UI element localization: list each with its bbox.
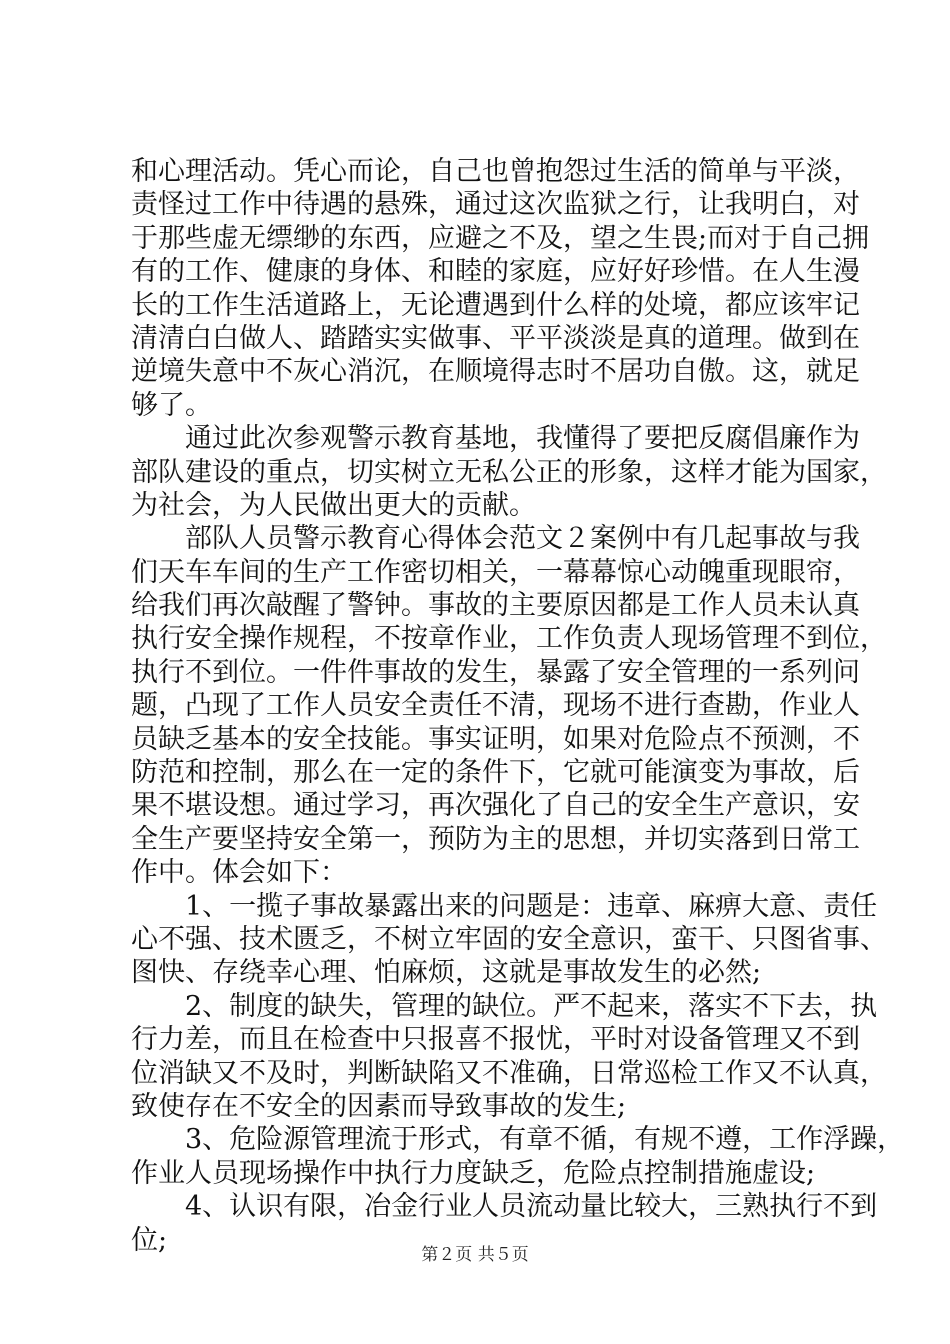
text-line: 通过此次参观警示教育基地，我懂得了要把反腐倡廉作为 — [131, 423, 860, 455]
text-line: 逆境失意中不灰心消沉，在顺境得志时不居功自傲。这，就足 — [131, 356, 860, 388]
text-line: 图快、存绕幸心理、怕麻烦，这就是事故发生的必然; — [131, 957, 762, 989]
text-line: 致使存在不安全的因素而导致事故的发生; — [131, 1090, 627, 1122]
text-line: 果不堪设想。通过学习，再次强化了自己的安全生产意识，安 — [131, 790, 860, 822]
text-line: 执行安全操作规程，不按章作业，工作负责人现场管理不到位， — [131, 623, 887, 655]
text-line: 位消缺又不及时，判断缺陷又不准确，日常巡检工作又不认真， — [131, 1057, 887, 1089]
text-line: 行力差，而且在检查中只报喜不报忧，平时对设备管理又不到 — [131, 1024, 860, 1056]
text-line: 员缺乏基本的安全技能。事实证明，如果对危险点不预测，不 — [131, 723, 860, 755]
text-line: 作中。体会如下： — [131, 857, 347, 889]
text-line: 心不强、技术匮乏，不树立牢固的安全意识，蛮干、只图省事、 — [131, 923, 887, 955]
text-line: 有的工作、健康的身体、和睦的家庭，应好好珍惜。在人生漫 — [131, 256, 860, 288]
text-line: 1、一揽子事故暴露出来的问题是：违章、麻痹大意、责任 — [131, 890, 878, 922]
text-line: 责怪过工作中待遇的悬殊，通过这次监狱之行，让我明白，对 — [131, 189, 860, 221]
text-line: 清清白白做人、踏踏实实做事、平平淡淡是真的道理。做到在 — [131, 322, 860, 354]
text-line: 们天车车间的生产工作密切相关，一幕幕惊心动魄重现眼帘， — [131, 556, 860, 588]
text-line: 部队建设的重点，切实树立无私公正的形象，这样才能为国家， — [131, 456, 887, 488]
text-line: 部队人员警示教育心得体会范文２案例中有几起事故与我 — [131, 523, 860, 555]
text-line: 3、危险源管理流于形式，有章不循，有规不遵，工作浮躁， — [131, 1124, 905, 1156]
text-line: 为社会，为人民做出更大的贡献。 — [131, 489, 536, 521]
body-text — [131, 155, 905, 1257]
text-line: 于那些虚无缥缈的东西，应避之不及，望之生畏;而对于自己拥 — [131, 222, 870, 254]
text-line: 题，凸现了工作人员安全责任不清，现场不进行查勘，作业人 — [131, 690, 860, 722]
text-line: 全生产要坚持安全第一，预防为主的思想，并切实落到日常工 — [131, 823, 860, 855]
text-line: 位; — [131, 1224, 168, 1256]
text-line: 够了。 — [131, 389, 212, 421]
text-line: 和心理活动。凭心而论，自己也曾抱怨过生活的简单与平淡， — [131, 156, 860, 187]
text-line: 防范和控制，那么在一定的条件下，它就可能演变为事故，后 — [131, 757, 860, 789]
text-line: 长的工作生活道路上，无论遭遇到什么样的处境，都应该牢记 — [131, 289, 860, 321]
text-line: 给我们再次敲醒了警钟。事故的主要原因都是工作人员未认真 — [131, 590, 860, 622]
page-footer: 第２页 共５页 — [421, 1245, 529, 1265]
text-line: 4、认识有限，冶金行业人员流动量比较大，三熟执行不到 — [131, 1191, 878, 1223]
text-line: 执行不到位。一件件事故的发生，暴露了安全管理的一系列问 — [131, 656, 860, 688]
text-line: 作业人员现场操作中执行力度缺乏，危险点控制措施虚设; — [131, 1157, 816, 1189]
text-line: 2、制度的缺失，管理的缺位。严不起来，落实不下去，执 — [131, 990, 878, 1022]
